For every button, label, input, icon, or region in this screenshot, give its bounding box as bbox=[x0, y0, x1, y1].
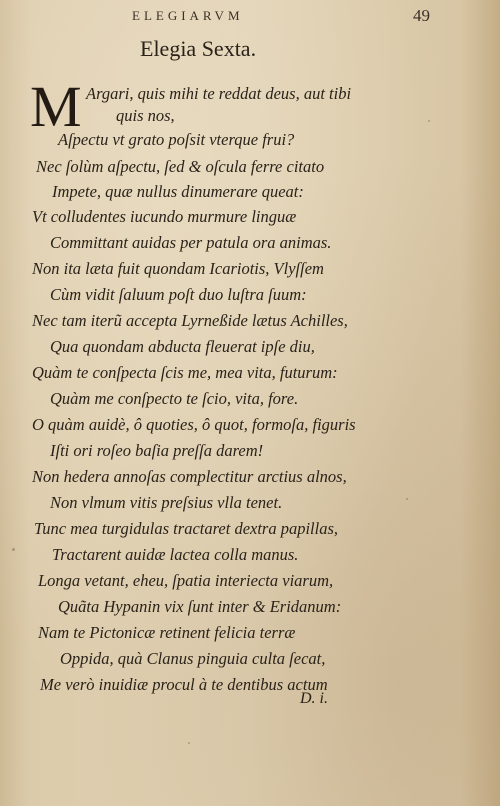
verse-line: quis nos, bbox=[116, 106, 175, 125]
verse-line: Aſpectu vt grato poſsit vterque frui? bbox=[58, 130, 295, 149]
verse-line: Cùm vidit ſaluum poſt duo luſtra ſuum: bbox=[50, 285, 307, 304]
verse-line: Tunc mea turgidulas tractaret dextra papillas, bbox=[34, 519, 339, 538]
verse-line: Non ita læta fuit quondam Icariotis, Vlyſſem bbox=[32, 259, 324, 278]
verse-line: O quàm auidè, ô quoties, ô quot, formoſa, figuris bbox=[32, 415, 356, 434]
verse-line: Oppida, quà Clanus pinguia culta ſecat, bbox=[60, 649, 326, 668]
verse-line: Non hedera annoſas complectitur arctius alnos, bbox=[32, 467, 347, 486]
verse-line: Tractarent auidæ lactea colla manus. bbox=[52, 545, 299, 564]
page-number: 49 bbox=[413, 6, 430, 25]
verse-line: Qua quondam abducta fleuerat ipſe diu, bbox=[50, 337, 315, 356]
verse-line: Non vlmum vitis preſsius vlla tenet. bbox=[50, 493, 283, 512]
verse-line: Vt colludentes iucundo murmure linguæ bbox=[32, 207, 297, 226]
paper-speck bbox=[428, 120, 430, 122]
paper-speck bbox=[406, 498, 408, 500]
verse-line: Nam te Pictonicæ retinent felicia terræ bbox=[38, 623, 296, 642]
verse-line: Argari, quis mihi te reddat deus, aut tibi bbox=[86, 84, 352, 103]
running-head: ELEGIARVM bbox=[132, 8, 244, 23]
verse-line: Nec ſolùm aſpectu, ſed & oſcula ferre citato bbox=[36, 157, 325, 176]
paper-speck bbox=[188, 742, 190, 744]
paper-speck bbox=[12, 548, 15, 551]
verse-line: Committant auidas per patula ora animas. bbox=[50, 233, 332, 252]
drop-cap: M bbox=[30, 74, 82, 139]
verse-line: Me verò inuidiæ procul à te dentibus actum bbox=[40, 675, 328, 694]
signature-mark: D. i. bbox=[300, 690, 328, 707]
verse-line: Quàm me conſpecto te ſcio, vita, fore. bbox=[50, 389, 299, 408]
verse-line: Quàm te conſpecta ſcis me, mea vita, futurum: bbox=[32, 363, 338, 382]
verse-line: Iſti ori roſeo baſia preſſa darem! bbox=[50, 441, 264, 460]
verse-line: Nec tam iterũ accepta Lyrneßide lætus Achilles, bbox=[32, 311, 348, 330]
verse-line: Quãta Hypanin vix ſunt inter & Eridanum: bbox=[58, 597, 342, 616]
verse-line: Impete, quæ nullus dinumerare queat: bbox=[52, 182, 304, 201]
verse-line: Longa vetant, eheu, ſpatia interiecta viarum, bbox=[38, 571, 334, 590]
poem-title: Elegia Sexta. bbox=[140, 36, 257, 61]
